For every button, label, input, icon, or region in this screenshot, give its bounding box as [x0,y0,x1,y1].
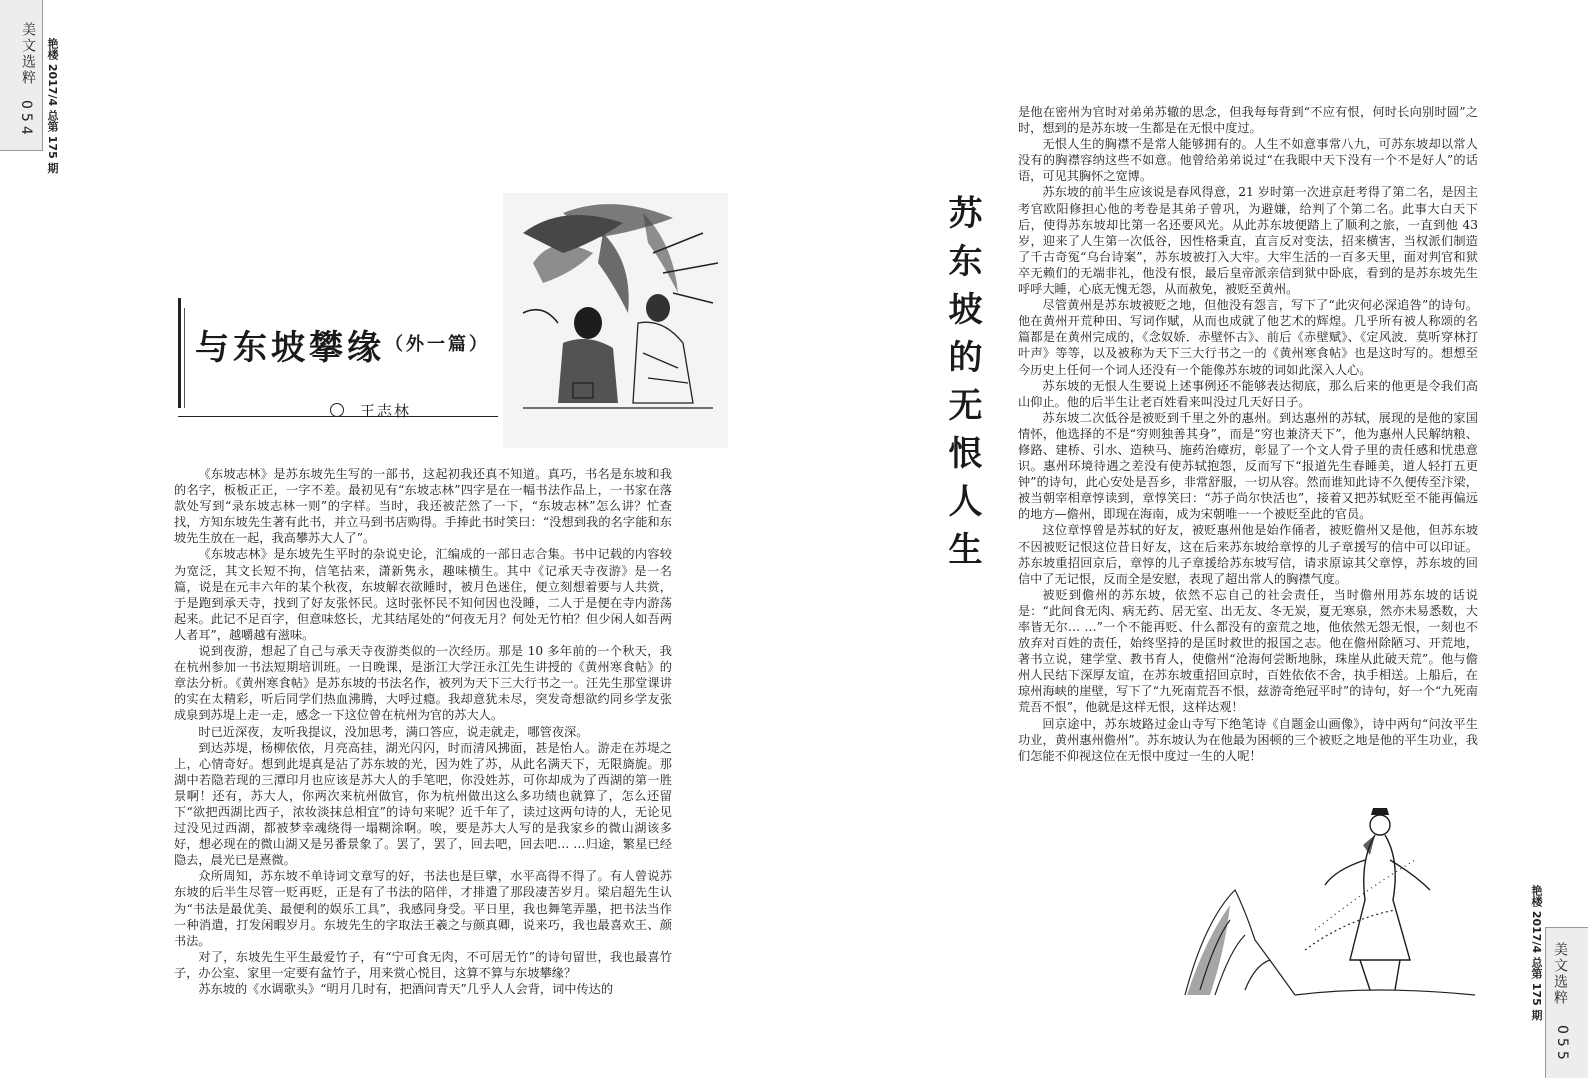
article-title: 与东坡攀缘 [195,328,385,368]
paragraph: 无恨人生的胸襟不是常人能够拥有的。人生不如意事常八九，可苏东坡却以常人没有的胸襟容纳这些不如意。他曾给弟弟说过“在我眼中天下没有一个不是好人”的话语，可见其胸怀之宽博。 [1018,137,1478,184]
author-name: 王志林 [360,402,412,420]
paragraph: 这位章惇曾是苏轼的好友，被贬惠州他是始作俑者，被贬儋州又是他，但苏东坡不因被贬记恨这位昔日好友，这在后来苏东坡给章惇的儿子章援写的信中可以印证。苏东坡重招回京后，章惇的儿子章援给苏东坡写信，请求原谅其父章惇，苏东坡的回信中了无记恨，反而全是安慰，表现了超出常人的胸襟气度。 [1018,523,1478,586]
page-number: 054 [18,100,34,139]
paragraph: 《东坡志林》是苏东坡先生写的一部书，这起初我还真不知道。真巧，书名是东坡和我的名字，板板正正，一字不差。最初见有“东坡志林”四字是在一幅书法作品上，一书家在落款处写到“录东坡志林一则”的字样。当时，我还被茫然了一下，“东坡志林”怎么讲？忙查找，方知东坡先生著有此书，并立马到书店购得。手捧此书时笑曰：“没想到我的名字能和东坡先生放在一起，我高攀苏大人了”。 [174,467,672,546]
title-rule-vertical-thin [184,308,185,408]
scholar-sketch-illustration [1175,800,1480,1000]
article-subtitle: （外一篇） [385,334,490,355]
column-name: 美文选粹 [1552,942,1568,1006]
issue-info: 艳楼 2017/4 总第 175 期 [1530,885,1543,1021]
article2-body [1018,104,1478,764]
article2-title: 苏东坡的无恨人生 [942,195,982,579]
paragraph: 到达苏堤，杨柳依依，月亮高挂，湖光闪闪，时而清风拂面，甚是怡人。游走在苏堤之上，心情奇好。想到此堤真是沾了苏东坡的光，因为姓了苏，从此名满天下，无限旖旎。那湖中若隐若现的三潭印月也应该是苏大人的手笔吧，你没姓苏，可你却成为了西湖的第一胜景啊！还有，苏大人，你两次来杭州做官，你为杭州做出这么多功绩也就算了，怎么还留下“欲把西湖比西子，浓妆淡抹总相宜”的诗句来呢？近千年了，读过这两句诗的人，无论见过没见过西湖，都被梦幸魂绕得一塌糊涂啊。唉，要是苏大人写的是我家乡的微山湖该多好，想必现在的微山湖又是另番景象了。罢了，罢了，回去吧，回去吧… …归途，繁星已经隐去，晨光已是熹微。 [174,740,672,868]
ink-painting-illustration [503,193,728,448]
article1-body [174,466,672,997]
paragraph: 是他在密州为官时对弟弟苏辙的思念，但我每每背到“不应有恨，何时长向别时圆”之时，想到的是苏东坡一生都是在无恨中度过。 [1018,105,1478,136]
column-name: 美文选粹 [20,22,36,86]
paragraph: 对了，东坡先生平生最爱竹子，有“宁可食无肉，不可居无竹”的诗句留世，我也最喜竹子，办公室、家里一定要有盆竹子，用来赏心悦目，这算不算与东坡攀缘？ [174,949,672,980]
paragraph: 苏东坡二次低谷是被贬到千里之外的惠州。到达惠州的苏轼，展现的是他的家国情怀，他选择的不是“穷则独善其身”，而是“穷也兼济天下”，他为惠州人民解纳粮、修路、建桥、引水、造秧马、施药治瘴疠，彰显了一个文人骨子里的责任感和忧患意识。惠州环境待遇之差没有使苏轼抱怨，反而写下“报道先生春睡美，道人轻打五更钟”的诗句，此心安处是吾乡，非常舒服，一切从容。然而谁知此诗不久便传至汴梁，被当朝宰相章惇读到，章惇笑曰：“苏子尚尔快活也”，接着又把苏轼贬至不能再偏远的地方—儋州，即现在海南，成为宋朝唯一一个被贬至此的官员。 [1018,410,1478,522]
paragraph: 尽管黄州是苏东坡被贬之地，但他没有怨言，写下了“此灾何必深追咎”的诗句。他在黄州开荒种田、写词作赋，从而也成就了他艺术的辉煌。几乎所有被人称颂的名篇都是在黄州完成的，《念奴娇．赤壁怀古》、前后《赤壁赋》、《定风波．莫听穿林打叶声》等等，以及被称为天下三大行书之一的《黄州寒食帖》也是这时写的。想想至今历史上任何一个词人还没有一个能像苏东坡的词如此深入人心。 [1018,298,1478,377]
paragraph: 回京途中，苏东坡路过金山寺写下绝笔诗《自题金山画像》，诗中两句“问汝平生功业，黄州惠州儋州”。苏东坡认为在他最为困顿的三个被贬之地是他的平生功业，我们怎能不仰视这位在无恨中度过一生的人呢！ [1018,716,1478,763]
paragraph: 苏东坡的无恨人生要说上述事例还不能够表达彻底，那么后来的他更是令我们高山仰止。他的后半生让老百姓看来叫没过几天好日子。 [1018,378,1478,409]
issue-info: 艳楼 2017/4 总第 175 期 [46,38,59,174]
paragraph: 苏东坡的《水调歌头》“明月几时有，把酒问青天”几乎人人会背，词中传达的 [198,982,614,996]
paragraph: 众所周知，苏东坡不单诗词文章写的好，书法也是巨擘，水平高得不得了。有人曾说苏东坡的后半生尽管一贬再贬，正是有了书法的陪伴，才排遣了那段凄苦岁月。梁启超先生认为“书法是最优美、最便利的娱乐工具”，我感同身受。平日里，我也舞笔弄墨，把书法当作一种消遣，打发闲暇岁月。东坡先生的字取法王羲之与颜真卿，说来巧，我也最喜欢王、颜书法。 [174,869,672,948]
author-marker-icon [330,403,344,417]
paragraph: 被贬到儋州的苏东坡，依然不忘自己的社会责任，当时儋州用苏东坡的话说是：“此间食无肉、病无药、居无室、出无友、冬无炭，夏无寒泉，然亦未易悉数，大率皆无尔… …”一个不能再贬、什么都没有的蛮荒之地，他依然无怨无恨，一刻也不放弃对百姓的责任，始终坚持的是匡时救世的报国之志。他在儋州除陋习、开荒地，著书立说，建学堂、教书育人，使儋州“沧海何尝断地脉，珠崖从此破天荒”。他与儋州人民结下深厚友谊，在苏东坡重招回京时，百姓依依不舍，执手相送。上船后，在琼州海峡的崖壁，写下了“九死南荒吾不恨，兹游奇绝冠平时”的诗句，好一个“九死南荒吾不恨”，他就是这样无恨，这样达观！ [1018,587,1478,715]
title-rule-vertical [178,298,181,408]
page-number: 055 [1554,1025,1570,1064]
paragraph: 说到夜游，想起了自己与承天寺夜游类似的一次经历。那是 10 多年前的一个秋天，我在杭州参加一书法短期培训班。一日晚课，是浙江大学汪永江先生讲授的《黄州寒食帖》的章法分析。《黄州寒食帖》是苏东坡的书法名作，被列为天下三大行书之一。汪先生那堂课讲的实在太精彩，听后同学们热血沸腾，大呼过瘾。我却意犹未尽，突发奇想欲约同乡学友张成泉到苏堤上走一走，感念一下这位曾在杭州为官的苏大人。 [174,644,672,723]
paragraph: 时已近深夜，友听我提议，没加思考，满口答应，说走就走，哪管夜深。 [198,724,589,739]
paragraph: 苏东坡的前半生应该说是春风得意，21 岁时第一次进京赶考得了第二名，是因主考官欧阳修担心他的考卷是其弟子曾巩，为避嫌，给判了个第二名。此事大白天下后，使得苏东坡却比第一名还要风光。从此苏东坡便踏上了顺利之旅，一直到他 43 岁，迎来了人生第一次低谷，因性格秉直，直言反对变法，招来横害，当权派们制造了千古奇冤“乌台诗案”，苏东坡被打入大牢。大牢生活的一百多天里，面对判官和狱卒无赖们的无端非礼，他没有恨，最后皇帝派亲信到狱中卧底，看到的是苏东坡先生呼呼大睡，心底无愧无怨，从而赦免，被贬至黄州。 [1018,185,1478,297]
paragraph: 《东坡志林》是东坡先生平时的杂说史论，汇编成的一部日志合集。书中记载的内容较为宽泛，其文长短不拘，信笔拈来，潇新隽永，趣味横生。其中《记承天寺夜游》是一名篇，说是在元丰六年的某个秋夜，东坡解衣欲睡时，被月色迷住，便立刻想着要与人共赏，于是跑到承天寺，找到了好友张怀民。这时张怀民不知何因也没睡，二人于是便在寺内游荡起来。此记不足百字，但意味悠长，尤其结尾处的“何夜无月？何处无竹柏？但少闲人如吾两人者耳”，越嚼越有滋味。 [174,547,672,642]
